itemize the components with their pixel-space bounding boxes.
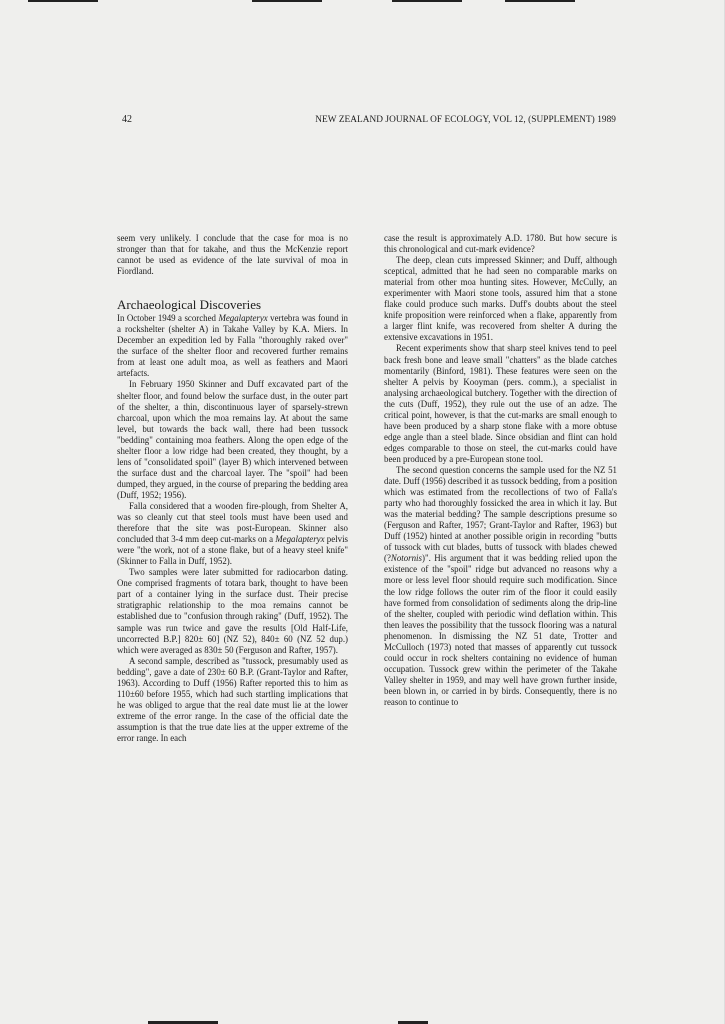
paragraph: The deep, clean cuts impressed Skinner; and Duff, although sceptical, admitted that he had seen no comparable marks on material from other moa hunting sites. However, McCully, an experimenter with Maori stone tools, assured him that a stone flake could produce such marks. Duff's doubts about the steel knife proposition were reinforced when a flake, apparently from a larger flint knife, was recovered from shelter A during the extensive excavations in 1951.	[384, 255, 617, 343]
paragraph: Falla considered that a wooden fire-plough, from Shelter A, was so cleanly cut that steel tools must have been used and therefore that the site was post-European. Skinner also concluded that 3-4 mm deep cut-marks on a Megalapteryx pelvis were "the work, not of a stone flake, but of a heavy steel knife" (Skinner to Falla in Duff, 1952).	[117, 500, 348, 567]
taxon-name: Notornis	[390, 553, 422, 564]
right-column	[384, 233, 617, 708]
page-header	[116, 113, 616, 127]
scan-registration-mark	[392, 0, 462, 2]
paragraph: seem very unlikely. I conclude that the case for moa is no stronger than that for takahe, and thus the McKenzie report cannot be used as evidence of the late survival of moa in Fiordland.	[117, 233, 348, 277]
paragraph: A second sample, described as "tussock, presumably used as bedding", gave a date of 230± 60 B.P. (Grant-Taylor and Rafter, 1963). According to Duff (1956) Rafter reported this to him as 110±60 before 1955, which had such startling implications that he was obliged to argue that the real date must lie at the lower extreme of the error range. In the case of the official date the assumption is that the true date lies at the upper extreme of the error range. In each	[117, 655, 348, 743]
paragraph: case the result is approximately A.D. 1780. But how secure is this chronological and cut-mark evidence?	[384, 233, 617, 255]
scan-registration-mark	[505, 0, 575, 2]
scan-registration-mark	[252, 0, 322, 2]
paragraph: In February 1950 Skinner and Duff excavated part of the shelter floor, and found below the surface dust, in the outer part of the shelter, a thin, discontinuous layer of sparsely-strewn charcoal, upon which the moa remains lay. At about the same level, but towards the back wall, there had been tussock "bedding" containing moa feathers. Along the open edge of the shelter floor a low ridge had been created, they thought, by a lens of "consolidated spoil" (layer B) which intervened between the surface dust and the charcoal layer. The "spoil" had been dumped, they argued, in the course of preparing the bedding area (Duff, 1952; 1956).	[117, 379, 348, 500]
paragraph: Two samples were later submitted for radiocarbon dating. One comprised fragments of totara bark, thought to have been part of a container lying in the surface dust. Their precise stratigraphic relationship to the moa remains cannot be established due to "confusion through raking" (Duff, 1952). The sample was run twice and gave the results [Old Half-Life, uncorrected B.P.] 820± 60] (NZ 52), 840± 60 (NZ 52 dup.) which were averaged as 830± 50 (Ferguson and Rafter, 1957).	[117, 567, 348, 655]
paragraph: The second question concerns the sample used for the NZ 51 date. Duff (1956) described it as tussock bedding, from a position which was estimated from the recollections of two of Falla's party who had thoroughly fossicked the area in which it lay. But was the material bedding? The sample descriptions presume so (Ferguson and Rafter, 1957; Grant-Taylor and Rafter, 1963) but Duff (1952) hinted at another possible origin in recording "butts of tussock with cut blades, butts of tussock with blades chewed (?Notornis)". His argument that it was bedding relied upon the existence of the "spoil" ridge but advanced no reasons why a more or less level floor should require such modification. Since the low ridge follows the outer rim of the floor it could easily have formed from consolidation of sediments along the drip-line of the shelter, coupled with periodic wind deflation within. This then leaves the possibility that the tussock flooring was a natural phenomenon. In dismissing the NZ 51 date, Trotter and McCulloch (1973) noted that masses of apparently cut tussock could occur in rock shelters containing no evidence of human occupation. Tussock grew within the perimeter of the Takahe Valley shelter in 1959, and may well have grown further inside, been blown in, or carried in by birds. Consequently, there is no reason to continue to	[384, 464, 618, 707]
taxon-name: Megalapteryx	[275, 534, 325, 545]
page-number: 42	[122, 114, 132, 125]
paragraph: In October 1949 a scorched Megalapteryx vertebra was found in a rockshelter (shelter A) in Takahe Valley by K.A. Miers. In December an expedition led by Falla "thoroughly raked over" the surface of the shelter floor and recovered further remains from at least one adult moa, as well as feathers and Maori artefacts.	[117, 313, 348, 379]
running-title: NEW ZEALAND JOURNAL OF ECOLOGY, VOL 12, (SUPPLEMENT) 1989	[315, 115, 616, 125]
taxon-name: Megalapteryx	[218, 313, 268, 324]
paragraph: Recent experiments show that sharp steel knives tend to peel back fresh bone and leave small "chatters" as the blade catches momentarily (Binford, 1981). These features were seen on the shelter A pelvis by Kooyman (pers. comm.), a specialist in analysing archaeological butchery. Together with the direction of the cuts (Duff, 1952), they rule out the use of an adze. The critical point, however, is that the cut-marks are small enough to have been produced by a sharp stone flake with a more obtuse edge angle than a steel blade. Since obsidian and flint can hold edges comparable to those on steel, the cut-marks could have been produced by a pre-European stone tool.	[384, 343, 617, 464]
section-heading: Archaeological Discoveries	[117, 297, 262, 313]
left-column	[117, 233, 348, 744]
scan-registration-mark	[28, 0, 98, 2]
